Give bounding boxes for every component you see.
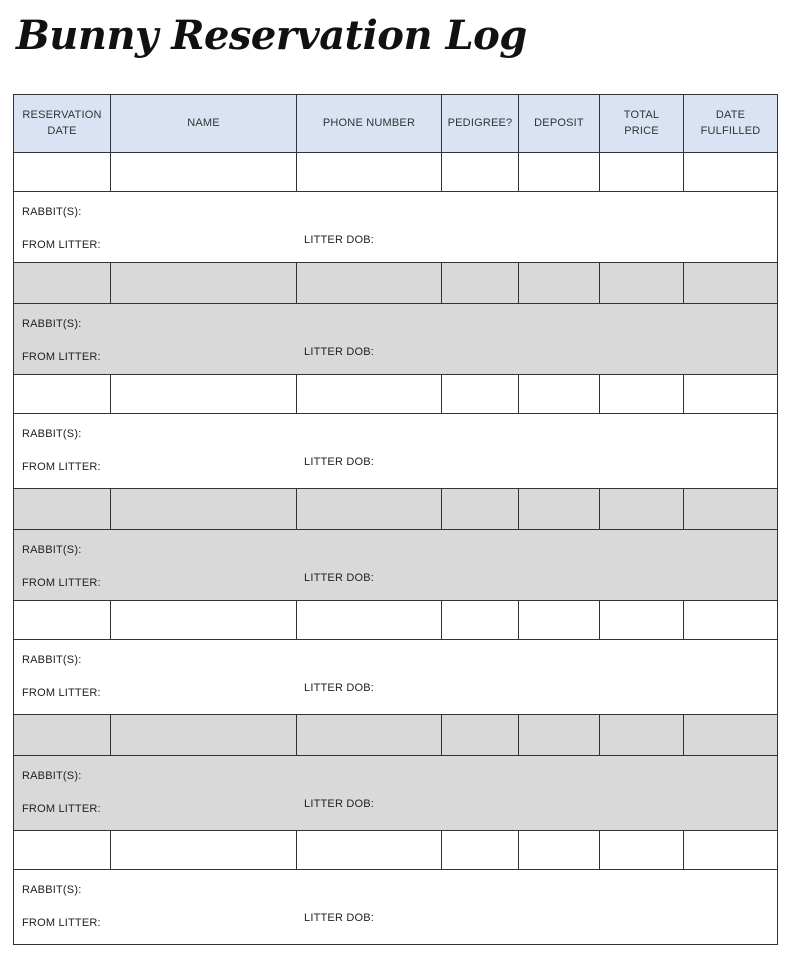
deposit-cell[interactable] <box>519 375 600 414</box>
deposit-cell[interactable] <box>519 153 600 192</box>
table-row <box>14 153 778 192</box>
total-price-cell[interactable] <box>600 375 684 414</box>
detail-cell[interactable] <box>14 530 778 601</box>
date-fulfilled-cell[interactable] <box>684 601 778 640</box>
total-price-cell[interactable] <box>600 489 684 530</box>
litter-dob-label: LITTER DOB: <box>304 682 375 694</box>
from-litter-label: FROM LITTER: <box>22 577 101 589</box>
pedigree-cell[interactable] <box>442 489 519 530</box>
pedigree-cell[interactable] <box>442 375 519 414</box>
pedigree-cell[interactable] <box>442 153 519 192</box>
detail-cell[interactable] <box>14 640 778 715</box>
deposit-cell[interactable] <box>519 263 600 304</box>
column-header-pedigree: PEDIGREE? <box>442 95 519 153</box>
phone-number-cell[interactable] <box>297 601 442 640</box>
column-header-name: NAME <box>111 95 297 153</box>
table-row <box>14 715 778 756</box>
pedigree-cell[interactable] <box>442 601 519 640</box>
deposit-cell[interactable] <box>519 831 600 870</box>
name-cell[interactable] <box>111 489 297 530</box>
rabbits-label: RABBIT(S): <box>22 206 82 218</box>
reservation-log-table <box>13 94 778 945</box>
litter-dob-label: LITTER DOB: <box>304 912 375 924</box>
total-price-cell[interactable] <box>600 715 684 756</box>
date-fulfilled-cell[interactable] <box>684 831 778 870</box>
table-row <box>14 263 778 304</box>
column-header-reservation-date: RESERVATION DATE <box>14 95 111 153</box>
reservation-date-cell[interactable] <box>14 715 111 756</box>
detail-cell[interactable] <box>14 192 778 263</box>
reservation-date-cell[interactable] <box>14 831 111 870</box>
phone-number-cell[interactable] <box>297 263 442 304</box>
reservation-date-cell[interactable] <box>14 375 111 414</box>
phone-number-cell[interactable] <box>297 153 442 192</box>
column-header-date-fulfilled: DATE FULFILLED <box>684 95 778 153</box>
phone-number-cell[interactable] <box>297 831 442 870</box>
deposit-cell[interactable] <box>519 601 600 640</box>
litter-dob-label: LITTER DOB: <box>304 346 375 358</box>
table-row <box>14 831 778 870</box>
total-price-cell[interactable] <box>600 263 684 304</box>
from-litter-label: FROM LITTER: <box>22 803 101 815</box>
rabbits-label: RABBIT(S): <box>22 770 82 782</box>
litter-dob-label: LITTER DOB: <box>304 798 375 810</box>
name-cell[interactable] <box>111 601 297 640</box>
rabbits-label: RABBIT(S): <box>22 654 82 666</box>
total-price-cell[interactable] <box>600 601 684 640</box>
column-header-phone-number: PHONE NUMBER <box>297 95 442 153</box>
reservation-date-cell[interactable] <box>14 489 111 530</box>
name-cell[interactable] <box>111 715 297 756</box>
table-header-row <box>14 95 778 153</box>
detail-row <box>14 192 778 263</box>
litter-dob-label: LITTER DOB: <box>304 234 375 246</box>
from-litter-label: FROM LITTER: <box>22 461 101 473</box>
name-cell[interactable] <box>111 375 297 414</box>
reservation-date-cell[interactable] <box>14 263 111 304</box>
date-fulfilled-cell[interactable] <box>684 153 778 192</box>
litter-dob-label: LITTER DOB: <box>304 456 375 468</box>
from-litter-label: FROM LITTER: <box>22 239 101 251</box>
detail-row <box>14 870 778 945</box>
detail-cell[interactable] <box>14 414 778 489</box>
detail-cell[interactable] <box>14 870 778 945</box>
reservation-date-cell[interactable] <box>14 601 111 640</box>
date-fulfilled-cell[interactable] <box>684 375 778 414</box>
detail-row <box>14 304 778 375</box>
phone-number-cell[interactable] <box>297 715 442 756</box>
detail-cell[interactable] <box>14 756 778 831</box>
rabbits-label: RABBIT(S): <box>22 428 82 440</box>
detail-row <box>14 756 778 831</box>
detail-cell[interactable] <box>14 304 778 375</box>
pedigree-cell[interactable] <box>442 715 519 756</box>
rabbits-label: RABBIT(S): <box>22 544 82 556</box>
from-litter-label: FROM LITTER: <box>22 917 101 929</box>
detail-row <box>14 530 778 601</box>
pedigree-cell[interactable] <box>442 263 519 304</box>
litter-dob-label: LITTER DOB: <box>304 572 375 584</box>
table-row <box>14 489 778 530</box>
table-row <box>14 375 778 414</box>
table-row <box>14 601 778 640</box>
reservation-date-cell[interactable] <box>14 153 111 192</box>
total-price-cell[interactable] <box>600 831 684 870</box>
pedigree-cell[interactable] <box>442 831 519 870</box>
date-fulfilled-cell[interactable] <box>684 489 778 530</box>
date-fulfilled-cell[interactable] <box>684 263 778 304</box>
column-header-deposit: DEPOSIT <box>519 95 600 153</box>
deposit-cell[interactable] <box>519 715 600 756</box>
deposit-cell[interactable] <box>519 489 600 530</box>
column-header-total-price: TOTAL PRICE <box>600 95 684 153</box>
phone-number-cell[interactable] <box>297 489 442 530</box>
from-litter-label: FROM LITTER: <box>22 687 101 699</box>
name-cell[interactable] <box>111 153 297 192</box>
date-fulfilled-cell[interactable] <box>684 715 778 756</box>
name-cell[interactable] <box>111 263 297 304</box>
rabbits-label: RABBIT(S): <box>22 318 82 330</box>
name-cell[interactable] <box>111 831 297 870</box>
total-price-cell[interactable] <box>600 153 684 192</box>
phone-number-cell[interactable] <box>297 375 442 414</box>
detail-row <box>14 414 778 489</box>
rabbits-label: RABBIT(S): <box>22 884 82 896</box>
detail-row <box>14 640 778 715</box>
page-title: Bunny Reservation Log <box>16 12 527 59</box>
from-litter-label: FROM LITTER: <box>22 351 101 363</box>
